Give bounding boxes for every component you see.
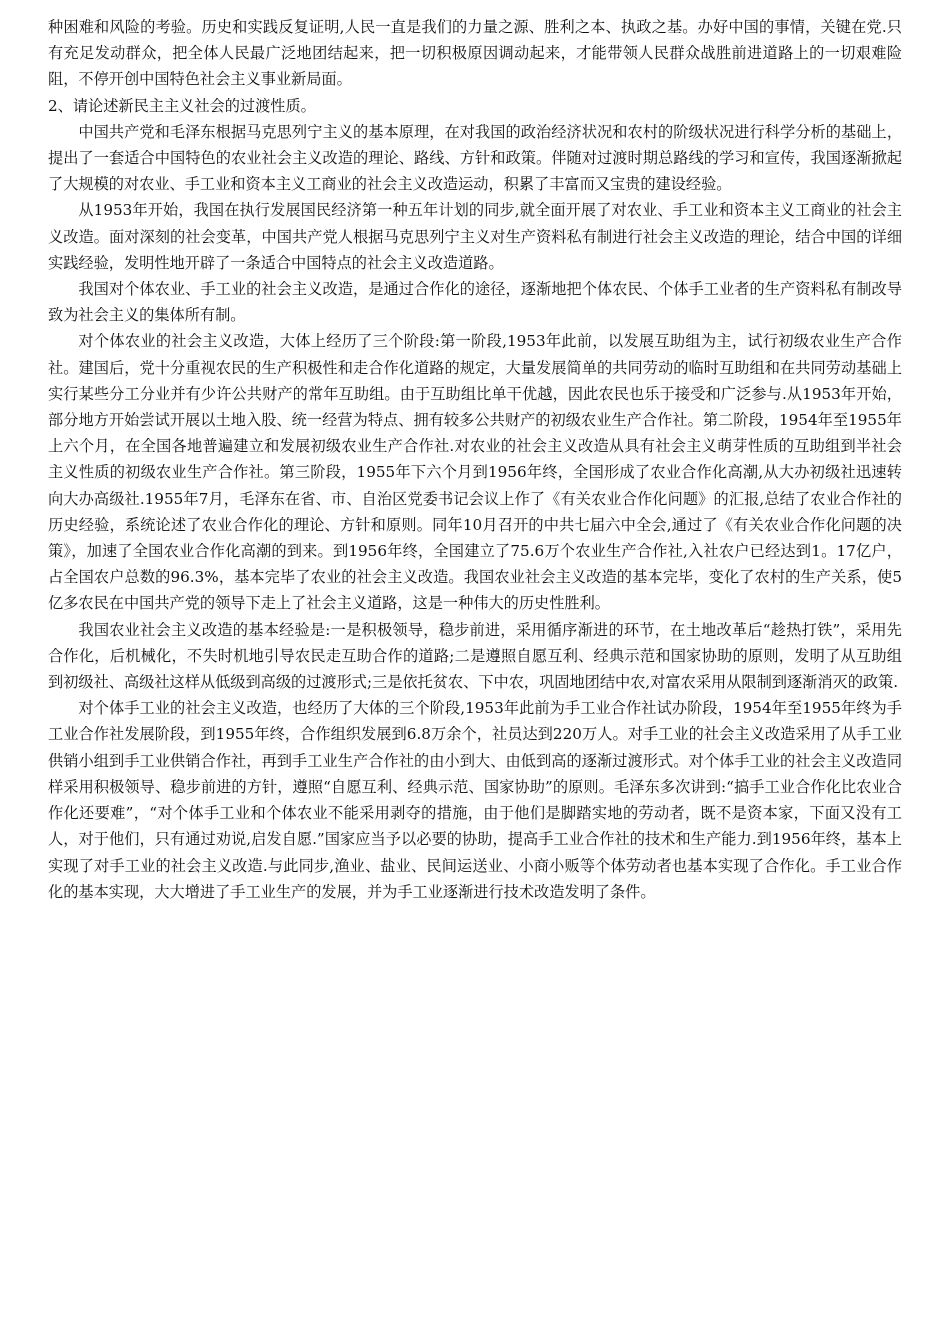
paragraph-cooperative-path: 我国对个体农业、手工业的社会主义改造，是通过合作化的途径，逐渐地把个体农民、个体手工业者的生产资料私有制改导致为社会主义的集体所有制。 (48, 280, 902, 325)
paragraph-1953-start: 从1953年开始，我国在执行发展国民经济第一种五年计划的同步,就全面开展了对农业、手工业和资本主义工商业的社会主义改造。面对深刻的社会变革，中国共产党人根据马克思列宁主义对生产资料私有制进行社会主义改造的理论，结合中国的详细实践经验，发明性地开辟了一条适合中国特点的社会主义改造道路。 (48, 201, 902, 272)
paragraph-agriculture-stages: 对个体农业的社会主义改造，大体上经历了三个阶段:第一阶段,1953年此前，以发展互助组为主，试行初级农业生产合作社。建国后，党十分重视农民的生产积极性和走合作化道路的规定，大量发展简单的共同劳动的临时互助组和在共同劳动基础上实行某些分工分业并有少许公共财产的常年互助组。由于互助组比单干优越，因此农民也乐于接受和广泛参与.从1953年开始，部分地方开始尝试开展以土地入股、统一经营为特点、拥有较多公共财产的初级农业生产合作社。第二阶段，1954年至1955年上六个月，在全国各地普遍建立和发展初级农业生产合作社.对农业的社会主义改造从具有社会主义萌芽性质的互助组到半社会主义性质的初级农业生产合作社。第三阶段，1955年下六个月到1956年终，全国形成了农业合作化高潮,从大办初级社迅速转向大办高级社.1955年7月，毛泽东在省、市、自治区党委书记会议上作了《有关农业合作化问题》的汇报,总结了农业合作社的历史经验，系统论述了农业合作化的理论、方针和原则。同年10月召开的中共七届六中全会,通过了《有关农业合作化问题的决策》，加速了全国农业合作化高潮的到来。到1956年终，全国建立了75.6万个农业生产合作社,入社农户已经达到1。17亿户，占全国农户总数的96.3%，基本完毕了农业的社会主义改造。我国农业社会主义改造的基本完毕，变化了农村的生产关系，使5亿多农民在中国共产党的领导下走上了社会主义道路，这是一种伟大的历史性胜利。 (48, 332, 902, 613)
paragraph-handicraft: 对个体手工业的社会主义改造，也经历了大体的三个阶段,1953年此前为手工业合作社试办阶段，1954年至1955年终为手工业合作社发展阶段，到1955年终，合作组织发展到6.8万余个，社员达到220万人。对手工业的社会主义改造采用了从手工业供销小组到手工业供销合作社，再到手工业生产合作社的由小到大、由低到高的逐渐过渡形式。对个体手工业的社会主义改造同样采用积极领导、稳步前进的方针，遵照“自愿互利、经典示范、国家协助”的原则。毛泽东多次讲到:“搞手工业合作化比农业合作化还要难”，“对个体手工业和个体农业不能采用剥夺的措施，由于他们是脚踏实地的劳动者，既不是资本家，下面又没有工人，对于他们，只有通过劝说,启发自愿.”国家应当予以必要的协助，提高手工业合作社的技术和生产能力.到1956年终，基本上实现了对手工业的社会主义改造.与此同步,渔业、盐业、民间运送业、小商小贩等个体劳动者也基本实现了合作化。手工业合作化的基本实现，大大增进了手工业生产的发展，并为手工业逐渐进行技术改造发明了条件。 (48, 699, 902, 901)
question-heading: 2、请论述新民主主义社会的过渡性质。 (48, 96, 316, 115)
paragraph-continuation: 种困难和风险的考验。历史和实践反复证明,人民一直是我们的力量之源、胜利之本、执政之基。办好中国的事情，关键在党.只有充足发动群众，把全体人民最广泛地团结起来，把一切积极原因调动起来，才能带领人民群众战胜前进道路上的一切艰难险阻，不停开创中国特色社会主义事业新局面。 (48, 18, 902, 89)
paragraph-intro: 中国共产党和毛泽东根据马克思列宁主义的基本原理，在对我国的政治经济状况和农村的阶级状况进行科学分析的基础上，提出了一套适合中国特色的农业社会主义改造的理论、路线、方针和政策。伴随对过渡时期总路线的学习和宣传，我国逐渐掀起了大规模的对农业、手工业和资本主义工商业的社会主义改造运动，积累了丰富而又宝贵的建设经验。 (48, 122, 902, 194)
paragraph-agriculture-experience: 我国农业社会主义改造的基本经验是:一是积极领导，稳步前进，采用循序渐进的环节，在土地改革后“趁热打铁”，采用先合作化，后机械化，不失时机地引导农民走互助合作的道路;二是遵照自愿互利、经典示范和国家协助的原则，发明了从互助组到初级社、高级社这样从低级到高级的过渡形式;三是依托贫农、下中农，巩固地团结中农,对富农采用从限制到逐渐消灭的政策. (48, 620, 902, 692)
